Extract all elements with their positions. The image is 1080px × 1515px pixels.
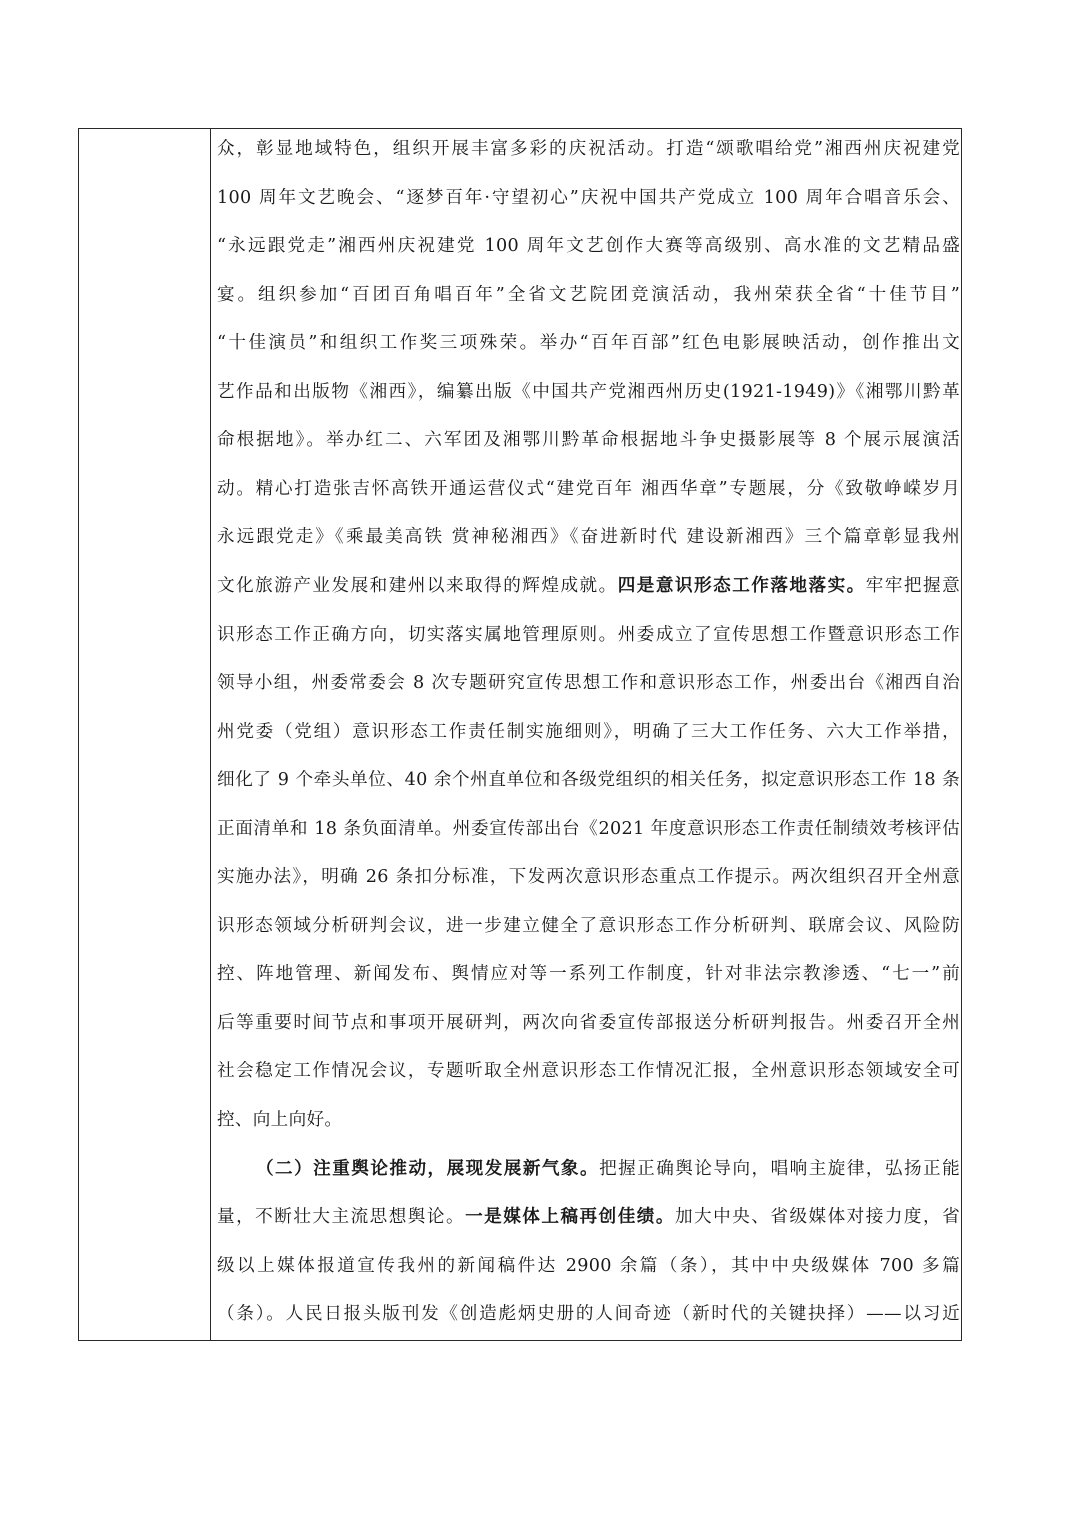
text-segment: 宴。组织参加“百团百角唱百年”全省文艺院团竞演活动，我州荣获全省“十佳节目”: [217, 284, 960, 305]
text-segment: 级以上媒体报道宣传我州的新闻稿件达 2900 余篇（条），其中中央级媒体 700 多篇: [217, 1255, 960, 1276]
text-segment: 正面清单和 18 条负面清单。州委宣传部出台《2021 年度意识形态工作责任制绩效考核评估: [217, 818, 960, 839]
text-line: [217, 814, 960, 844]
text-line: [217, 522, 960, 552]
text-segment: 文化旅游产业发展和建州以来取得的辉煌成就。: [217, 575, 618, 596]
text-line: [217, 1008, 960, 1038]
text-segment: 控、向上向好。: [217, 1110, 343, 1130]
text-line: [217, 328, 960, 358]
text-line: [217, 134, 960, 164]
text-line: [217, 717, 960, 747]
text-segment: 识形态工作正确方向，切实落实属地管理原则。州委成立了宣传思想工作暨意识形态工作: [217, 624, 960, 645]
text-line: [217, 668, 960, 698]
table-content-cell: [217, 129, 961, 1340]
text-segment: 实施办法》，明确 26 条扣分标准，下发两次意识形态重点工作提示。两次组织召开全州意: [217, 867, 960, 888]
text-line: [217, 183, 960, 213]
text-segment: 艺作品和出版物《湘西》，编纂出版《中国共产党湘西州历史(1921-1949)》《湘鄂川黔革: [217, 381, 960, 402]
text-line: [217, 959, 960, 989]
text-segment: 把握正确舆论导向，唱响主旋律，弘扬正能: [599, 1158, 961, 1179]
text-line: [217, 425, 960, 455]
text-segment: 后等重要时间节点和事项开展研判，两次向省委宣传部报送分析研判报告。州委召开全州: [217, 1012, 960, 1033]
text-line: [217, 231, 960, 261]
text-line: [217, 280, 960, 310]
text-line: [217, 911, 960, 941]
text-segment: 州党委（党组）意识形态工作责任制实施细则》，明确了三大工作任务、六大工作举措，: [217, 721, 960, 742]
text-segment: 命根据地》。举办红二、六军团及湘鄂川黔革命根据地斗争史摄影展等 8 个展示展演活: [217, 430, 960, 451]
text-line: [217, 765, 960, 795]
text-segment: 领导小组，州委常委会 8 次专题研究宣传思想工作和意识形态工作，州委出台《湘西自治: [217, 673, 960, 694]
text-line: [217, 862, 960, 892]
text-line: [217, 377, 960, 407]
text-segment: 社会稳定工作情况会议，专题听取全州意识形态工作情况汇报，全州意识形态领域安全可: [217, 1061, 960, 1082]
table-left-column-cell: [79, 129, 211, 1340]
text-segment: “十佳演员”和组织工作奖三项殊荣。举办“百年百部”红色电影展映活动，创作推出文: [217, 333, 960, 354]
text-line: [217, 1105, 342, 1135]
text-segment: 100 周年文艺晚会、“逐梦百年·守望初心”庆祝中国共产党成立 100 周年合唱音乐会、: [217, 187, 960, 208]
text-segment: 量，不断壮大主流思想舆论。: [217, 1207, 466, 1228]
document-table: [78, 128, 962, 1341]
bold-text-segment: 一是媒体上稿再创佳绩。: [465, 1206, 675, 1228]
bold-text-segment: 四是意识形态工作落地落实。: [617, 574, 866, 596]
text-line: [217, 1154, 960, 1184]
text-segment: 动。精心打造张吉怀高铁开通运营仪式“建党百年 湘西华章”专题展，分《致敬峥嵘岁月: [217, 478, 960, 499]
text-line: [217, 1299, 960, 1329]
text-segment: 永远跟党走》《乘最美高铁 赏神秘湘西》《奋进新时代 建设新湘西》三个篇章彰显我州: [217, 527, 960, 548]
text-line: [217, 1202, 960, 1232]
text-segment: 牢牢把握意: [865, 575, 960, 596]
text-line: [217, 1251, 960, 1281]
text-line: [217, 571, 960, 601]
text-line: [217, 474, 960, 504]
text-segment: 识形态领域分析研判会议，进一步建立健全了意识形态工作分析研判、联席会议、风险防: [217, 915, 960, 936]
text-segment: 细化了 9 个牵头单位、40 余个州直单位和各级党组织的相关任务，拟定意识形态工作 18 条: [217, 770, 960, 791]
text-segment: （条）。人民日报头版刊发《创造彪炳史册的人间奇迹（新时代的关键抉择）——以习近: [217, 1304, 960, 1325]
text-line: [217, 1056, 960, 1086]
text-segment: 加大中央、省级媒体对接力度，省: [674, 1207, 960, 1228]
text-segment: 控、阵地管理、新闻发布、舆情应对等一系列工作制度，针对非法宗教渗透、“七一”前: [217, 964, 960, 985]
text-segment: “永远跟党走”湘西州庆祝建党 100 周年文艺创作大赛等高级别、高水准的文艺精品盛: [217, 236, 960, 257]
bold-text-segment: （二）注重舆论推动，展现发展新气象。: [256, 1157, 600, 1179]
text-line: [217, 620, 960, 650]
text-segment: 众，彰显地域特色，组织开展丰富多彩的庆祝活动。打造“颂歌唱给党”湘西州庆祝建党: [217, 139, 960, 159]
